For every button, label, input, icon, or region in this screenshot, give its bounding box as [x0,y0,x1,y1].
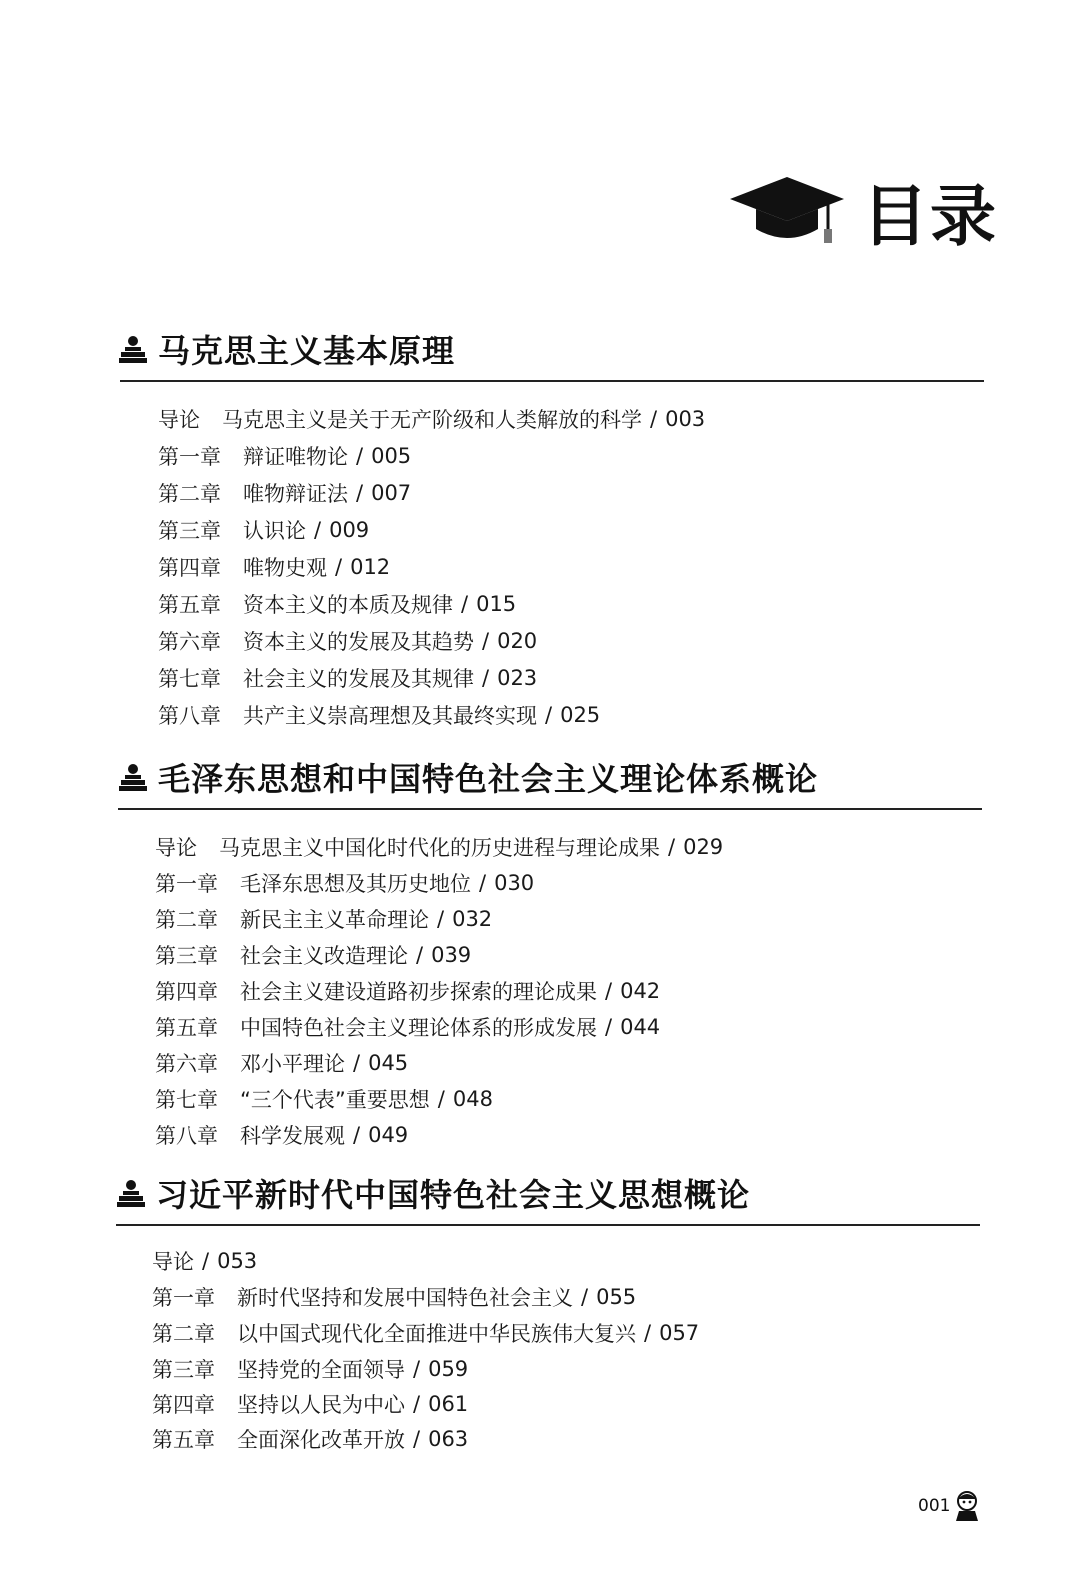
chapter-label: 第七章 [158,667,221,691]
section-header-1 [118,324,455,374]
toc-entry[interactable] [155,1046,408,1080]
separator: / [605,979,613,1003]
chapter-title: 坚持党的全面领导 [237,1358,405,1382]
chapter-label: 导论 [158,408,200,432]
page-ref: 003 [665,407,706,431]
chapter-title: 社会主义改造理论 [240,944,408,968]
separator: / [605,1015,613,1039]
page-ref: 053 [217,1249,258,1273]
chapter-label: 第五章 [155,1016,218,1040]
toc-entry[interactable] [152,1352,468,1386]
chapter-title: 新时代坚持和发展中国特色社会主义 [237,1286,573,1310]
separator: / [581,1285,589,1309]
chapter-title: 社会主义建设道路初步探索的理论成果 [240,980,597,1004]
section-divider [120,380,984,382]
page-ref: 042 [620,979,661,1003]
chapter-title: 全面深化改革开放 [237,1428,405,1452]
chapter-title: 邓小平理论 [240,1052,345,1076]
chapter-label: 第二章 [155,908,218,932]
toc-entry[interactable] [152,1280,636,1314]
toc-entry[interactable] [158,698,600,732]
separator: / [644,1321,652,1345]
chapter-label: 第一章 [155,872,218,896]
toc-entry[interactable] [158,476,411,510]
chapter-title: 以中国式现代化全面推进中华民族伟大复兴 [237,1322,636,1346]
page-ref: 012 [350,555,391,579]
page-ref: 023 [497,666,538,690]
section-header-3 [116,1168,750,1218]
book-stack-icon [118,334,148,364]
page-ref: 057 [659,1321,700,1345]
separator: / [479,871,487,895]
page-ref: 044 [620,1015,661,1039]
page-title-text: 目录 [862,177,998,255]
section-title: 马克思主义基本原理 [158,332,456,370]
page-ref: 030 [494,871,535,895]
toc-entry[interactable] [158,661,537,695]
separator: / [650,407,658,431]
toc-entry[interactable] [158,624,537,658]
chapter-title: 资本主义的发展及其趋势 [243,630,474,654]
separator: / [353,1051,361,1075]
section-header-2 [118,752,818,802]
separator: / [482,666,490,690]
toc-entry[interactable] [158,587,516,621]
book-stack-icon [116,1178,146,1208]
page-ref: 048 [452,1087,493,1111]
separator: / [668,835,676,859]
separator: / [356,481,364,505]
page-footer [918,1488,982,1524]
separator: / [461,592,469,616]
page-ref: 025 [560,703,601,727]
separator: / [356,444,364,468]
chapter-title: 社会主义的发展及其规律 [243,667,474,691]
chapter-title: 辩证唯物论 [243,445,348,469]
mascot-icon [952,1489,982,1523]
page-number: 001 [918,1496,951,1516]
chapter-label: 第三章 [155,944,218,968]
graduation-cap-icon [728,173,846,247]
page-ref: 061 [428,1392,469,1416]
chapter-title: 唯物史观 [243,556,327,580]
toc-entry[interactable] [155,866,534,900]
toc-entry[interactable] [152,1244,257,1278]
page-ref: 059 [428,1357,469,1381]
page-ref: 020 [497,629,538,653]
section-title: 毛泽东思想和中国特色社会主义理论体系概论 [158,760,819,798]
chapter-label: 第七章 [155,1088,218,1112]
chapter-title: 毛泽东思想及其历史地位 [240,872,471,896]
chapter-label: 导论 [152,1250,194,1274]
chapter-title: 坚持以人民为中心 [237,1393,405,1417]
chapter-label: 第六章 [155,1052,218,1076]
toc-entry[interactable] [158,439,411,473]
chapter-label: 第四章 [152,1393,215,1417]
separator: / [545,703,553,727]
separator: / [416,943,424,967]
separator: / [413,1357,421,1381]
toc-entry[interactable] [158,402,705,436]
separator: / [413,1427,421,1451]
page-ref: 055 [596,1285,637,1309]
page-ref: 015 [476,592,517,616]
page-ref: 049 [368,1123,409,1147]
chapter-label: 第二章 [152,1322,215,1346]
separator: / [437,1087,445,1111]
chapter-label: 第三章 [158,519,221,543]
chapter-label: 第四章 [158,556,221,580]
separator: / [202,1249,210,1273]
chapter-label: 第三章 [152,1358,215,1382]
toc-entry[interactable] [155,1010,660,1044]
separator: / [335,555,343,579]
chapter-label: 第八章 [155,1124,218,1148]
chapter-label: 第六章 [158,630,221,654]
toc-entry[interactable] [158,513,369,547]
toc-entry[interactable] [155,902,492,936]
toc-entry[interactable] [158,550,390,584]
toc-entry[interactable] [155,1082,493,1116]
chapter-label: 导论 [155,836,197,860]
chapter-title: 认识论 [243,519,306,543]
section-divider [116,1224,980,1226]
page-ref: 029 [683,835,724,859]
toc-entry[interactable] [155,938,471,972]
toc-entry[interactable] [155,1118,408,1152]
chapter-title: “三个代表”重要思想 [240,1088,430,1112]
page-ref: 009 [329,518,370,542]
chapter-label: 第一章 [152,1286,215,1310]
chapter-title: 共产主义崇高理想及其最终实现 [243,704,537,728]
chapter-title: 科学发展观 [240,1124,345,1148]
toc-entry[interactable] [152,1316,699,1350]
chapter-label: 第二章 [158,482,221,506]
page-ref: 032 [452,907,493,931]
chapter-label: 第一章 [158,445,221,469]
chapter-title: 唯物辩证法 [243,482,348,506]
page-ref: 039 [431,943,472,967]
separator: / [314,518,322,542]
chapter-label: 第八章 [158,704,221,728]
chapter-title: 马克思主义中国化时代化的历史进程与理论成果 [219,836,660,860]
chapter-title: 新民主主义革命理论 [240,908,429,932]
page-ref: 045 [368,1051,409,1075]
separator: / [482,629,490,653]
chapter-label: 第四章 [155,980,218,1004]
toc-entry[interactable] [155,830,723,864]
separator: / [413,1392,421,1416]
chapter-label: 第五章 [152,1428,215,1452]
page-title [728,170,998,255]
page-ref: 005 [371,444,412,468]
page-ref: 007 [371,481,412,505]
toc-entry[interactable] [152,1387,468,1421]
chapter-title: 资本主义的本质及规律 [243,593,453,617]
chapter-title: 马克思主义是关于无产阶级和人类解放的科学 [222,408,642,432]
toc-entry[interactable] [152,1422,468,1456]
chapter-title: 中国特色社会主义理论体系的形成发展 [240,1016,597,1040]
section-title: 习近平新时代中国特色社会主义思想概论 [156,1176,751,1214]
toc-entry[interactable] [155,974,660,1008]
separator: / [353,1123,361,1147]
book-stack-icon [118,762,148,792]
separator: / [437,907,445,931]
section-divider [118,808,982,810]
chapter-label: 第五章 [158,593,221,617]
page-ref: 063 [428,1427,469,1451]
